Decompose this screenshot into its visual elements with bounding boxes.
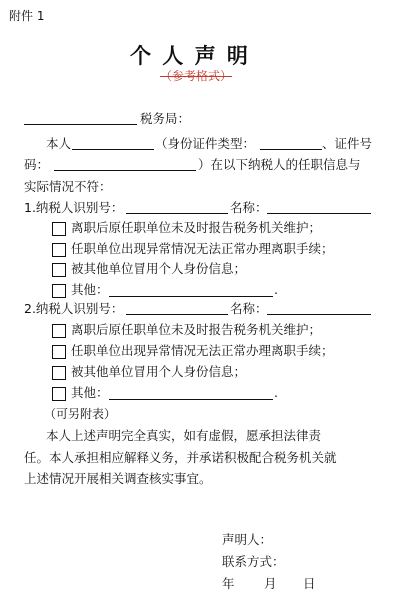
mismatch-text: ）在以下纳税人的任职信息与	[198, 157, 361, 172]
attachment-label: 附件 1	[9, 9, 45, 23]
checkbox-2-3[interactable]	[52, 366, 66, 380]
taxpayer-2-name-label: 名称：	[230, 301, 268, 316]
checkbox-2-1[interactable]	[52, 324, 66, 338]
taxpayer-1-id-blank	[126, 213, 228, 214]
option-1-1: 离职后原任职单位未及时报告税务机关维护；	[71, 220, 322, 235]
declarant-label: 声明人：	[222, 532, 273, 547]
checkbox-2-4[interactable]	[52, 387, 66, 401]
date-year: 年	[222, 576, 235, 591]
id-number-label: 、证件号	[322, 136, 373, 151]
code-label: 码：	[24, 157, 50, 172]
checkbox-2-2[interactable]	[52, 345, 66, 359]
checkbox-1-4[interactable]	[52, 284, 66, 298]
other-2-period: .	[274, 385, 278, 400]
taxpayer-1-id-label: 1.纳税人识别号：	[24, 200, 124, 215]
other-1-period: .	[274, 282, 278, 297]
taxpayer-1-name-label: 名称：	[230, 200, 268, 215]
option-1-2: 任职单位出现异常情况无法正常办理离职手续；	[71, 241, 334, 256]
attachment-note: （可另附表）	[44, 407, 117, 421]
tax-bureau-label: 税务局：	[140, 111, 191, 126]
taxpayer-2-id-blank	[126, 314, 228, 315]
taxpayer-1-name-blank	[267, 213, 371, 214]
other-1-blank	[109, 296, 273, 297]
option-1-3: 被其他单位冒用个人身份信息；	[71, 261, 247, 276]
self-label: 本人	[46, 136, 72, 151]
declaration-line-2: 任。本人承担相应解释义务，并承诺积极配合税务机关就	[24, 450, 337, 465]
tax-bureau-blank	[24, 124, 137, 125]
id-type-label: （身份证件类型：	[155, 136, 256, 151]
declaration-line-3: 上述情况开展相关调查核实事宜。	[24, 471, 212, 486]
option-2-4: 其他：	[71, 385, 109, 400]
checkbox-1-1[interactable]	[52, 222, 66, 236]
option-1-4: 其他：	[71, 282, 109, 297]
contact-label: 联系方式：	[222, 554, 285, 569]
taxpayer-2-id-label: 2.纳税人识别号：	[24, 301, 124, 316]
document-title: 个 人 声 明	[130, 43, 250, 68]
date-month: 月	[264, 576, 277, 591]
option-2-3: 被其他单位冒用个人身份信息；	[71, 364, 247, 379]
id-number-blank	[54, 170, 196, 171]
checkbox-1-2[interactable]	[52, 243, 66, 257]
date-day: 日	[303, 576, 316, 591]
declaration-line-1: 本人上述声明完全真实，如有虚假，愿承担法律责	[46, 428, 322, 443]
option-2-2: 任职单位出现异常情况无法正常办理离职手续；	[71, 343, 334, 358]
other-2-blank	[109, 399, 273, 400]
document-subtitle: （参考格式）	[160, 69, 233, 83]
taxpayer-2-name-blank	[267, 314, 371, 315]
mismatch-text-end: 实际情况不符：	[24, 179, 112, 194]
self-name-blank	[72, 149, 154, 150]
checkbox-1-3[interactable]	[52, 263, 66, 277]
id-type-blank	[260, 149, 322, 150]
option-2-1: 离职后原任职单位未及时报告税务机关维护；	[71, 322, 322, 337]
